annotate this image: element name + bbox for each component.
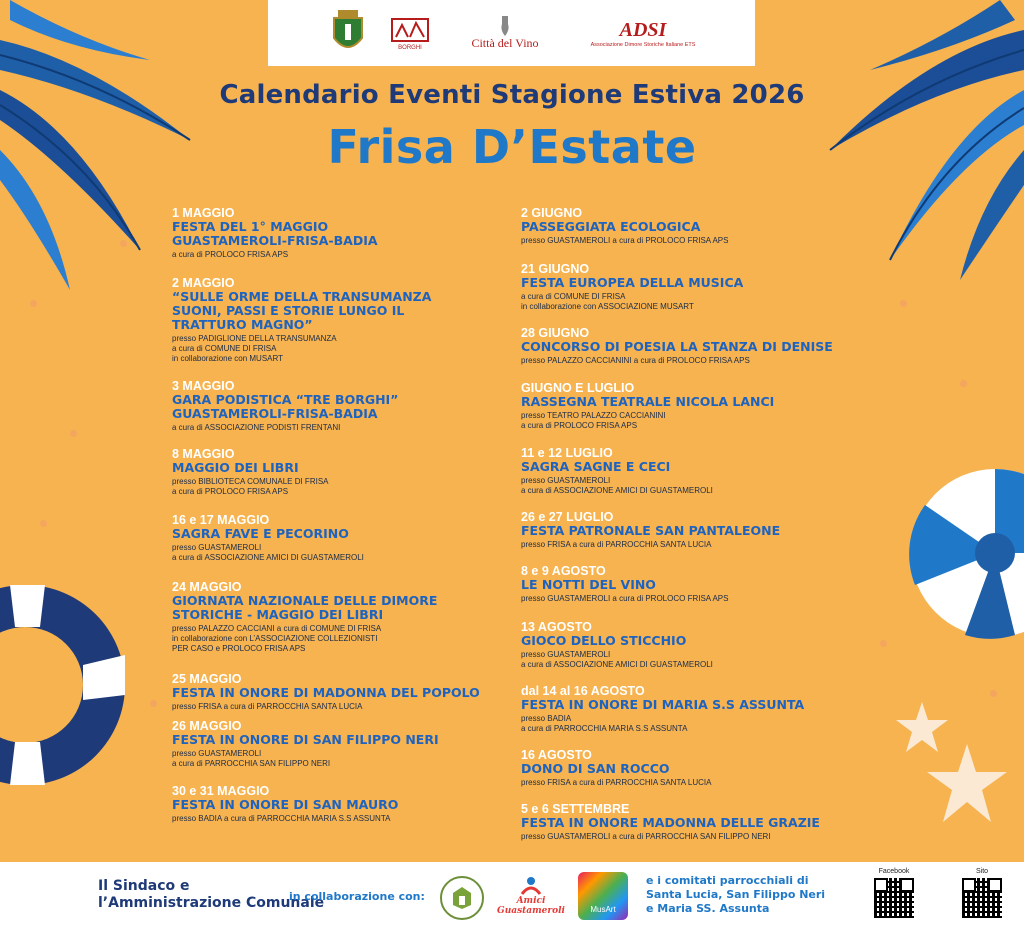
decor-dot xyxy=(40,520,47,527)
event-name: “SULLE ORME DELLA TRANSUMANZA SUONI, PASSI E STORIE LUNGO IL TRATTURO MAGNO” xyxy=(172,289,432,332)
event-details: presso BIBLIOTECA COMUNALE DI FRISA a cura di PROLOCO FRISA APS xyxy=(172,477,329,496)
decor-dot xyxy=(150,700,157,707)
event-details: presso GUASTAMEROLI a cura di PROLOCO FRISA APS xyxy=(521,236,729,245)
event-date: 25 MAGGIO xyxy=(172,672,242,686)
qr-code-icon[interactable] xyxy=(962,878,1002,918)
event-item xyxy=(172,513,512,563)
starfish-icon xyxy=(925,742,1010,827)
event-item xyxy=(521,381,871,431)
event-details: a cura di COMUNE DI FRISA in collaborazione con ASSOCIAZIONE MUSART xyxy=(521,292,694,311)
event-date: 26 MAGGIO xyxy=(172,719,242,733)
event-name: CONCORSO DI POESIA LA STANZA DI DENISE xyxy=(521,339,833,354)
event-date: dal 14 al 16 AGOSTO xyxy=(521,684,645,698)
event-name: RASSEGNA TEATRALE NICOLA LANCI xyxy=(521,394,775,409)
event-item xyxy=(521,206,871,246)
amici-guastameroli-logo-text: Amici Guastameroli xyxy=(497,896,565,916)
event-name: FESTA PATRONALE SAN PANTALEONE xyxy=(521,523,781,538)
musart-logo-icon xyxy=(578,872,628,920)
proloco-logo-icon xyxy=(440,876,484,920)
event-item xyxy=(521,564,871,604)
qr-label-facebook: Facebook xyxy=(878,868,910,875)
poster-title: Calendario Eventi Stagione Estiva 2026 xyxy=(219,80,805,110)
beach-ball-icon xyxy=(905,465,1024,640)
event-details: presso GUASTAMEROLI a cura di PARROCCHIA SAN FILIPPO NERI xyxy=(521,832,771,841)
event-date: 13 AGOSTO xyxy=(521,620,592,634)
decor-dot xyxy=(900,300,907,307)
event-name: SAGRA FAVE E PECORINO xyxy=(172,526,349,541)
event-item xyxy=(521,262,871,312)
event-details: presso GUASTAMEROLI a cura di ASSOCIAZIONE AMICI DI GUASTAMEROLI xyxy=(521,650,713,669)
event-date: 21 GIUGNO xyxy=(521,262,590,276)
borghi-logo-icon xyxy=(385,6,435,60)
qr-label-sito: Sito xyxy=(975,868,989,875)
adsi-logo-text: ADSI xyxy=(619,18,667,41)
event-details: presso GUASTAMEROLI a cura di PROLOCO FRISA APS xyxy=(521,594,729,603)
event-details: presso PADIGLIONE DELLA TRANSUMANZA a cura di COMUNE DI FRISA in collaborazione con MUSART xyxy=(172,334,337,363)
event-details: presso BADIA a cura di PARROCCHIA MARIA S.S ASSUNTA xyxy=(172,814,391,823)
event-date: GIUGNO E LUGLIO xyxy=(521,381,635,395)
event-name: MAGGIO DEI LIBRI xyxy=(172,460,299,475)
footer-sindaco: Il Sindaco e l’Amministrazione Comunale xyxy=(98,878,325,911)
footer-comitati: e i comitati parrocchiali di Santa Lucia, San Filippo Neri e Maria SS. Assunta xyxy=(646,874,826,915)
event-date: 26 e 27 LUGLIO xyxy=(521,510,614,524)
event-date: 11 e 12 LUGLIO xyxy=(521,446,613,460)
event-details: presso FRISA a cura di PARROCCHIA SANTA LUCIA xyxy=(521,778,712,787)
citta-del-vino-logo-text: Città del Vino xyxy=(471,35,539,50)
event-name: GIORNATA NAZIONALE DELLE DIMORE STORICHE - MAGGIO DEI LIBRI xyxy=(172,593,438,622)
event-item xyxy=(172,447,512,497)
event-details: a cura di ASSOCIAZIONE PODISTI FRENTANI xyxy=(172,423,341,432)
event-name: FESTA EUROPEA DELLA MUSICA xyxy=(521,275,744,290)
event-name: LE NOTTI DEL VINO xyxy=(521,577,656,592)
event-item xyxy=(172,719,512,769)
poster-subtitle: Frisa D’Estate xyxy=(327,120,697,174)
musart-logo-text: MusArt xyxy=(590,905,616,914)
decor-dot xyxy=(880,640,887,647)
lifebuoy-icon xyxy=(0,570,130,800)
borghi-logo-text: BORGHI xyxy=(398,45,422,51)
event-name: SAGRA SAGNE E CECI xyxy=(521,459,671,474)
footer xyxy=(0,862,1024,929)
event-item xyxy=(521,620,871,670)
decor-dot xyxy=(990,690,997,697)
event-name: FESTA IN ONORE DI SAN MAURO xyxy=(172,797,399,812)
event-date: 2 MAGGIO xyxy=(172,276,235,290)
event-item xyxy=(521,446,871,496)
adsi-logo-icon xyxy=(568,6,718,60)
event-item xyxy=(172,672,512,712)
event-details: presso GUASTAMEROLI a cura di PARROCCHIA SAN FILIPPO NERI xyxy=(172,749,331,768)
coat-of-arms-icon xyxy=(328,6,368,60)
qr-code-icon[interactable] xyxy=(874,878,914,918)
adsi-logo-subtext: Associazione Dimore Storiche Italiane ETS xyxy=(590,41,696,48)
decor-dot xyxy=(960,380,967,387)
event-date: 8 e 9 AGOSTO xyxy=(521,564,606,578)
event-name: FESTA IN ONORE DI MARIA S.S ASSUNTA xyxy=(521,697,805,712)
event-date: 16 AGOSTO xyxy=(521,748,592,762)
event-details: presso FRISA a cura di PARROCCHIA SANTA LUCIA xyxy=(172,702,363,711)
event-item xyxy=(172,379,512,433)
event-item xyxy=(172,206,512,260)
event-name: DONO DI SAN ROCCO xyxy=(521,761,670,776)
event-item xyxy=(521,684,871,734)
event-details: presso GUASTAMEROLI a cura di ASSOCIAZIONE AMICI DI GUASTAMEROLI xyxy=(172,543,364,562)
event-item xyxy=(172,784,512,824)
event-item xyxy=(521,510,871,550)
event-date: 8 MAGGIO xyxy=(172,447,235,461)
decor-dot xyxy=(70,430,77,437)
event-date: 28 GIUGNO xyxy=(521,326,590,340)
citta-del-vino-logo-icon xyxy=(464,6,546,60)
event-date: 16 e 17 MAGGIO xyxy=(172,513,270,527)
event-item xyxy=(521,748,871,788)
event-item xyxy=(172,276,512,364)
event-date: 5 e 6 SETTEMBRE xyxy=(521,802,630,816)
event-name: GIOCO DELLO STICCHIO xyxy=(521,633,687,648)
event-details: presso TEATRO PALAZZO CACCIANINI a cura di PROLOCO FRISA APS xyxy=(521,411,666,430)
footer-collab-label: in collaborazione con: xyxy=(289,890,425,903)
event-details: presso GUASTAMEROLI a cura di ASSOCIAZIONE AMICI DI GUASTAMEROLI xyxy=(521,476,713,495)
event-date: 3 MAGGIO xyxy=(172,379,235,393)
sponsor-logo-strip xyxy=(268,0,755,66)
event-name: FESTA DEL 1° MAGGIO GUASTAMEROLI-FRISA-BADIA xyxy=(172,219,378,248)
amici-guastameroli-logo-icon xyxy=(496,870,566,922)
event-item xyxy=(521,802,871,842)
event-name: FESTA IN ONORE DI MADONNA DEL POPOLO xyxy=(172,685,480,700)
decor-dot xyxy=(30,300,37,307)
event-date: 1 MAGGIO xyxy=(172,206,235,220)
event-date: 30 e 31 MAGGIO xyxy=(172,784,270,798)
event-details: presso BADIA a cura di PARROCCHIA MARIA S.S ASSUNTA xyxy=(521,714,688,733)
event-name: GARA PODISTICA “TRE BORGHI” GUASTAMEROLI-FRISA-BADIA xyxy=(172,392,399,421)
event-date: 24 MAGGIO xyxy=(172,580,242,594)
event-name: FESTA IN ONORE DI SAN FILIPPO NERI xyxy=(172,732,439,747)
event-details: a cura di PROLOCO FRISA APS xyxy=(172,250,289,259)
event-name: PASSEGGIATA ECOLOGICA xyxy=(521,219,701,234)
event-details: presso PALAZZO CACCIANINI a cura di PROLOCO FRISA APS xyxy=(521,356,750,365)
event-name: FESTA IN ONORE MADONNA DELLE GRAZIE xyxy=(521,815,820,830)
event-details: presso FRISA a cura di PARROCCHIA SANTA LUCIA xyxy=(521,540,712,549)
event-item xyxy=(521,326,871,366)
event-date: 2 GIUGNO xyxy=(521,206,583,220)
event-item xyxy=(172,580,512,654)
event-details: presso PALAZZO CACCIANI a cura di COMUNE DI FRISA in collaborazione con L’ASSOCIAZIONE COLLEZIONISTI PER CASO e PROLOCO FRISA APS xyxy=(172,624,382,653)
